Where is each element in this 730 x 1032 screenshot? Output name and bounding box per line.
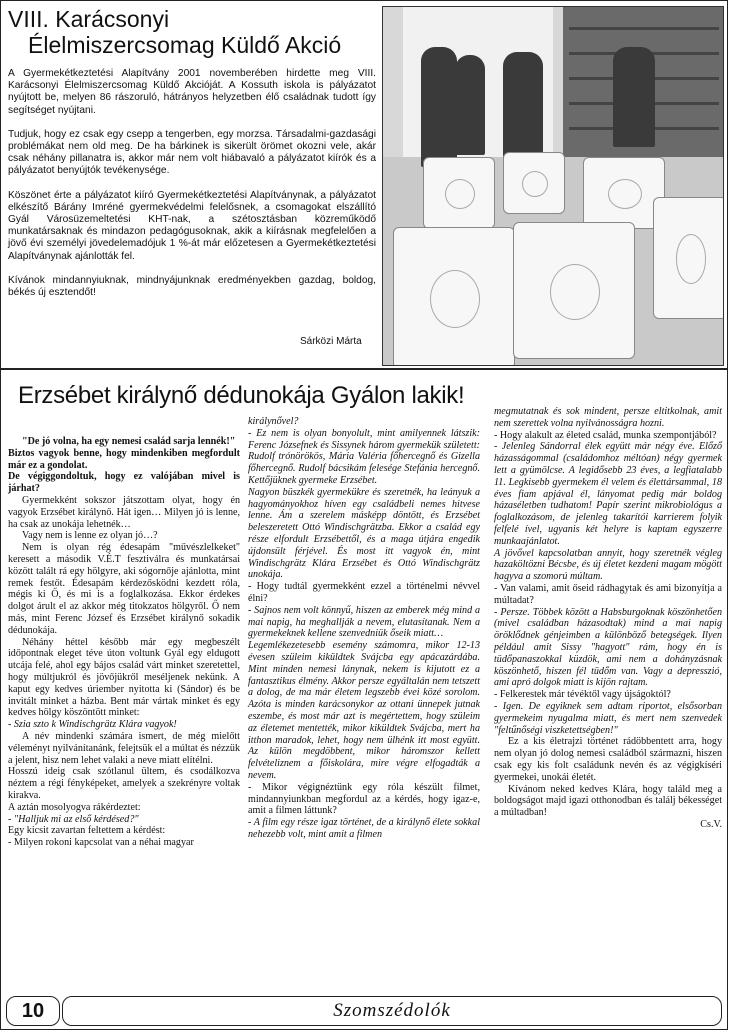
section-divider (0, 368, 728, 370)
top-paragraph: Köszönet érte a pályázatot kiíró Gyermekétkeztetési Alapítványnak, a pályázatot elkészítő Bárány Imréné gyermekvédelmi felelősnek, a csomagokat elszállító Gyál Városüzemeltetési KHT-nak, a szétosztásban közreműködő munkatársaknak és mindazon pedagógusoknak, akik a kiírásnak megfelelően a jövő évi személyi jövedelemadójuk 1 %-át már előzetesen a Gyermekétkeztetési Alapítványnak ajánlották fel. (8, 189, 376, 262)
body-paragraph: - Igen. De egyiknek sem adtam riportot, elsősorban gyermekeim nyugalma miatt, és mert nem szenvedek "feltűnőségi viszketettségben!" (494, 700, 722, 736)
body-paragraph: Egy kicsit zavartan feltettem a kérdést: (8, 825, 166, 837)
photo-person (613, 47, 655, 147)
body-paragraph: - Szia szto k Windischgrätz Klára vagyok! (8, 719, 177, 731)
body-paragraph: Legemlékezetesebb esemény számomra, mikor 12-13 évesen szüleim kiküldtek Svájcba egy apácazárdába. Mint minden nemesi lánynak, nekem is kijutott ez a fantasztikus élmény. Akkor persze egyáltalán nem tetszett a dolog, de ma már életem legszebb évei közé sorolom. Azóta is minden karácsonykor az ottani ünnepek jutnak eszembe, és most már azt is megértettem, hogy szüleim az életemet mentették, mikor kiküldtek Svájcba, mert ha itthon maradok, lehet, hogy nem ülhénk itt most együtt. Az külön megdöbbent, mikor háromszor kellett felvételiznem a főiskolára, mire végre elfogadták a nevem. (248, 640, 480, 781)
magazine-title: Szomszédolók (333, 1000, 451, 1021)
body-paragraph: - Ez nem is olyan bonyolult, mint amilyennek látszik: Ferenc Józsefnek és Sissynek három gyermekük született: Rudolf trónörökös, Mária Valéria főhercegnő és Gizella főhercegnő. Rudolf bácsikám felesége Stefánia hercegnő. Kettőjüknek gyermeke Erzsébet. (248, 427, 480, 486)
body-paragraph: A jövővel kapcsolatban annyit, hogy szeretnék végleg hazaköltözni Bécsbe, és új életet kezdeni magam mögött hagyva a szomorú múltam. (494, 547, 722, 583)
photo-bag (513, 222, 635, 359)
top-title-line2: Élelmiszercsomag Küldő Akció (28, 32, 342, 58)
photo-person (421, 47, 457, 167)
body-paragraph: Nagyon büszkék gyermekükre és szeretnék, ha leányuk a hagyományokhoz híven egy családbeli nemes hitvese lenne. Ám a szerelem másképp döntött, és Erzsébet beleszeretett Ottó Windischgrätzba. Ekkor a család egy része elfordult Erzsébettől, és a maga útjára engedik újdonsült férjével. És most itt vagyok én, mint Windischgrätz Klára Erzsébet és Ottó Windischgrätz unokája. (248, 486, 480, 581)
body-paragraph: - Persze. Többek között a Habsburgoknak köszönhetően (mivel családban házasodtak) mind a mai napig öröklődnek génjeimben a különböző betegségek. Ilyen például amit Sissy "hagyott" rám, hogy én is tüdőpanaszokkal küzdök, ami nem a dohányzásnak köszönhető, hiszen fél tüdőm van. Vagy a depresszió, ami apró dolgok miatt is kijön rajtam. (494, 606, 722, 689)
page-number: 10 (6, 996, 60, 1026)
top-article-signature: Sárközi Márta (300, 336, 362, 347)
body-paragraph: - A film egy része igaz történet, de a királynő élete sokkal nehezebb volt, mint amit a filmen (248, 817, 480, 840)
article-column-3 (494, 406, 722, 831)
top-paragraph: Tudjuk, hogy ez csak egy csepp a tengerben, egy morzsa. Társadalmi-gazdasági problémákat nem old meg. De ha bárkinek is sikerült örömet okozni vele, akár csak néhány pillanatra is, akkor már nem volt hiábavaló a pályázatot kiírók és a pályázatot benyújtók tevékenysége. (8, 128, 376, 177)
body-paragraph: megmutatnak és sok mindent, persze eltitkolnak, amit nem szerettek volna nyilvánosságra hozni. (494, 406, 722, 429)
top-article-title (8, 6, 378, 58)
top-article-body (8, 68, 376, 311)
article-column-2 (248, 416, 480, 841)
body-paragraph: Nem is olyan rég édesapám "művészlelkeket" keresett a második V.É.T fesztiválra és munkatársai között talált rá egy hölgyre, aki sógornője ajánlotta, mint remek festőt. Édesapám kérdezősködni kezdett róla, mégis ki Ő, és mi is a foglalkozása. Ekkor érdekes dolgot árult el az akkor még titokzatos hölgyről. Ő nem más, mint Ferenc József és Erzsébet királynő sokadik dédunokája. (8, 542, 240, 636)
body-paragraph: - Mikor végignéztünk egy róla készült filmet, mindannyiunkban megfordul az a kérdés, hogy igaz-e, amit a filmen láttunk? (248, 781, 480, 817)
body-paragraph: Vagy nem is lenne ez olyan jó…? (22, 530, 158, 542)
body-paragraph: A név mindenki számára ismert, de még mielőtt véleményt nyilvánítanánk, felejtsük el a múltat és nézzük a jelent, hisz nem lehet valaki a neve miatt elítélni. (8, 730, 240, 766)
photo-person (503, 52, 543, 162)
body-paragraph: Ez a kis életrajzi történet rádöbbentett arra, hogy nem olyan jó dolog nemesi családból származni, hiszen csak egy kis folt családunk nevén és az végigkíséri gyermekei, unokái életét. (494, 736, 722, 783)
article-photo (382, 6, 724, 366)
body-paragraph: A aztán mosolyogva rákérdeztet: (8, 801, 141, 813)
body-paragraph: - "Halljuk mi az első kérdésed?" (8, 813, 139, 825)
intro-bold-line: De végiggondoltuk, hogy ez valójában mivel is járhat? (8, 471, 240, 495)
body-paragraph: Kívánom neked kedves Klára, hogy találd meg a boldogságot majd igazi otthonodban és találj békességet a múltadban! (494, 783, 722, 819)
body-paragraph: Néhány héttel később már egy megbeszélt időpontnak eleget téve úton voltunk Gyál egy eldugott utcája felé, ahol egy bájos család várt minket szeretettel, hogy múltjukról és jövőjükről meséljenek nekünk. A kaput egy kedves úriember nyitotta ki (Sándor) és be invitált minket a házba. Bent már vártak minket és egy kedves hölgy köszöntött minket: (8, 636, 240, 719)
photo-person (455, 55, 485, 155)
body-paragraph: - Sajnos nem volt könnyű, hiszen az emberek még mind a mai napig, ha meghallják a nevem, elutasítanak. Nem a gyermekeknek kellene szenvedniük őseik miatt… (248, 604, 480, 640)
body-paragraph: - Felkerestek már tévéktől vagy újságoktól? (494, 689, 671, 701)
body-paragraph: - Hogy alakult az életed család, munka szempontjából? (494, 429, 717, 441)
body-paragraph: - Milyen rokoni kapcsolat van a néhai magyar (8, 837, 194, 849)
body-paragraph: Gyermekként sokszor játszottam olyat, hogy én vagyok Erzsébet királynő. Hát igen… Milyen jó is lenne, ha csak az unokája lehetnék… (8, 494, 240, 530)
body-paragraph: Hosszú ideig csak szótlanul ültem, és csodálkozva néztem a régi fényképeket, amelyek a szekrényre voltak kirakva. (8, 766, 240, 801)
intro-question: "De jó volna, ha egy nemesi család sarja lennék!" (22, 436, 236, 447)
article-column-1 (8, 436, 240, 849)
article-author: Cs.V. (700, 818, 722, 830)
intro-bold-line: Biztos vagyok benne, hogy mindenkiben megfordult már ez a gondolat. (8, 447, 240, 471)
body-paragraph: - Hogy tudtál gyermekként ezzel a történelmi névvel élni? (248, 581, 480, 604)
top-paragraph: Kívánok mindannyiuknak, mindnyájunknak eredményekben gazdag, boldog, békés új esztendőt! (8, 274, 376, 299)
body-paragraph: - Jelenleg Sándorral élek együtt már négy éve. Előző házasságommal (családomhoz méltóan) négy gyermek lett a gyümölcse. A legidősebb 23 éves, a legfiatalabb 11. Legkisebb gyermekem él velem és élettársammal, 18 éves fiam apjával él, lányomat pedig már boldog házaséletben tudhatom! Papír szerint mikrobiológus a foglalkozásom, de jelenleg takarítói karrierem folyik felfelé ível, ugyanis két helyre is kaptam egyszerre munkaajánlatot. (494, 441, 722, 547)
top-paragraph: A Gyermekétkeztetési Alapítvány 2001 novemberében hirdette meg VIII. Karácsonyi Élelmiszercsomag Küldő Akcióját. A Kossuth iskola is pályázatot nyújtott be, melyen 86 rászoruló, hátrányos helyzetben élő családnak tudott így segítséget nyújtani. (8, 68, 376, 116)
body-paragraph: királynővel? (248, 416, 299, 427)
photo-bag (653, 197, 724, 319)
photo-bag (503, 152, 565, 214)
photo-bag (393, 227, 515, 366)
top-title-line1: VIII. Karácsonyi (8, 6, 170, 32)
body-paragraph: - Van valami, amit őseid rádhagytak és ami bizonyítja a múltadat? (494, 582, 722, 606)
bottom-article-title: Erzsébet királynő dédunokája Gyálon lakik! (18, 382, 465, 409)
photo-bag (423, 157, 495, 229)
